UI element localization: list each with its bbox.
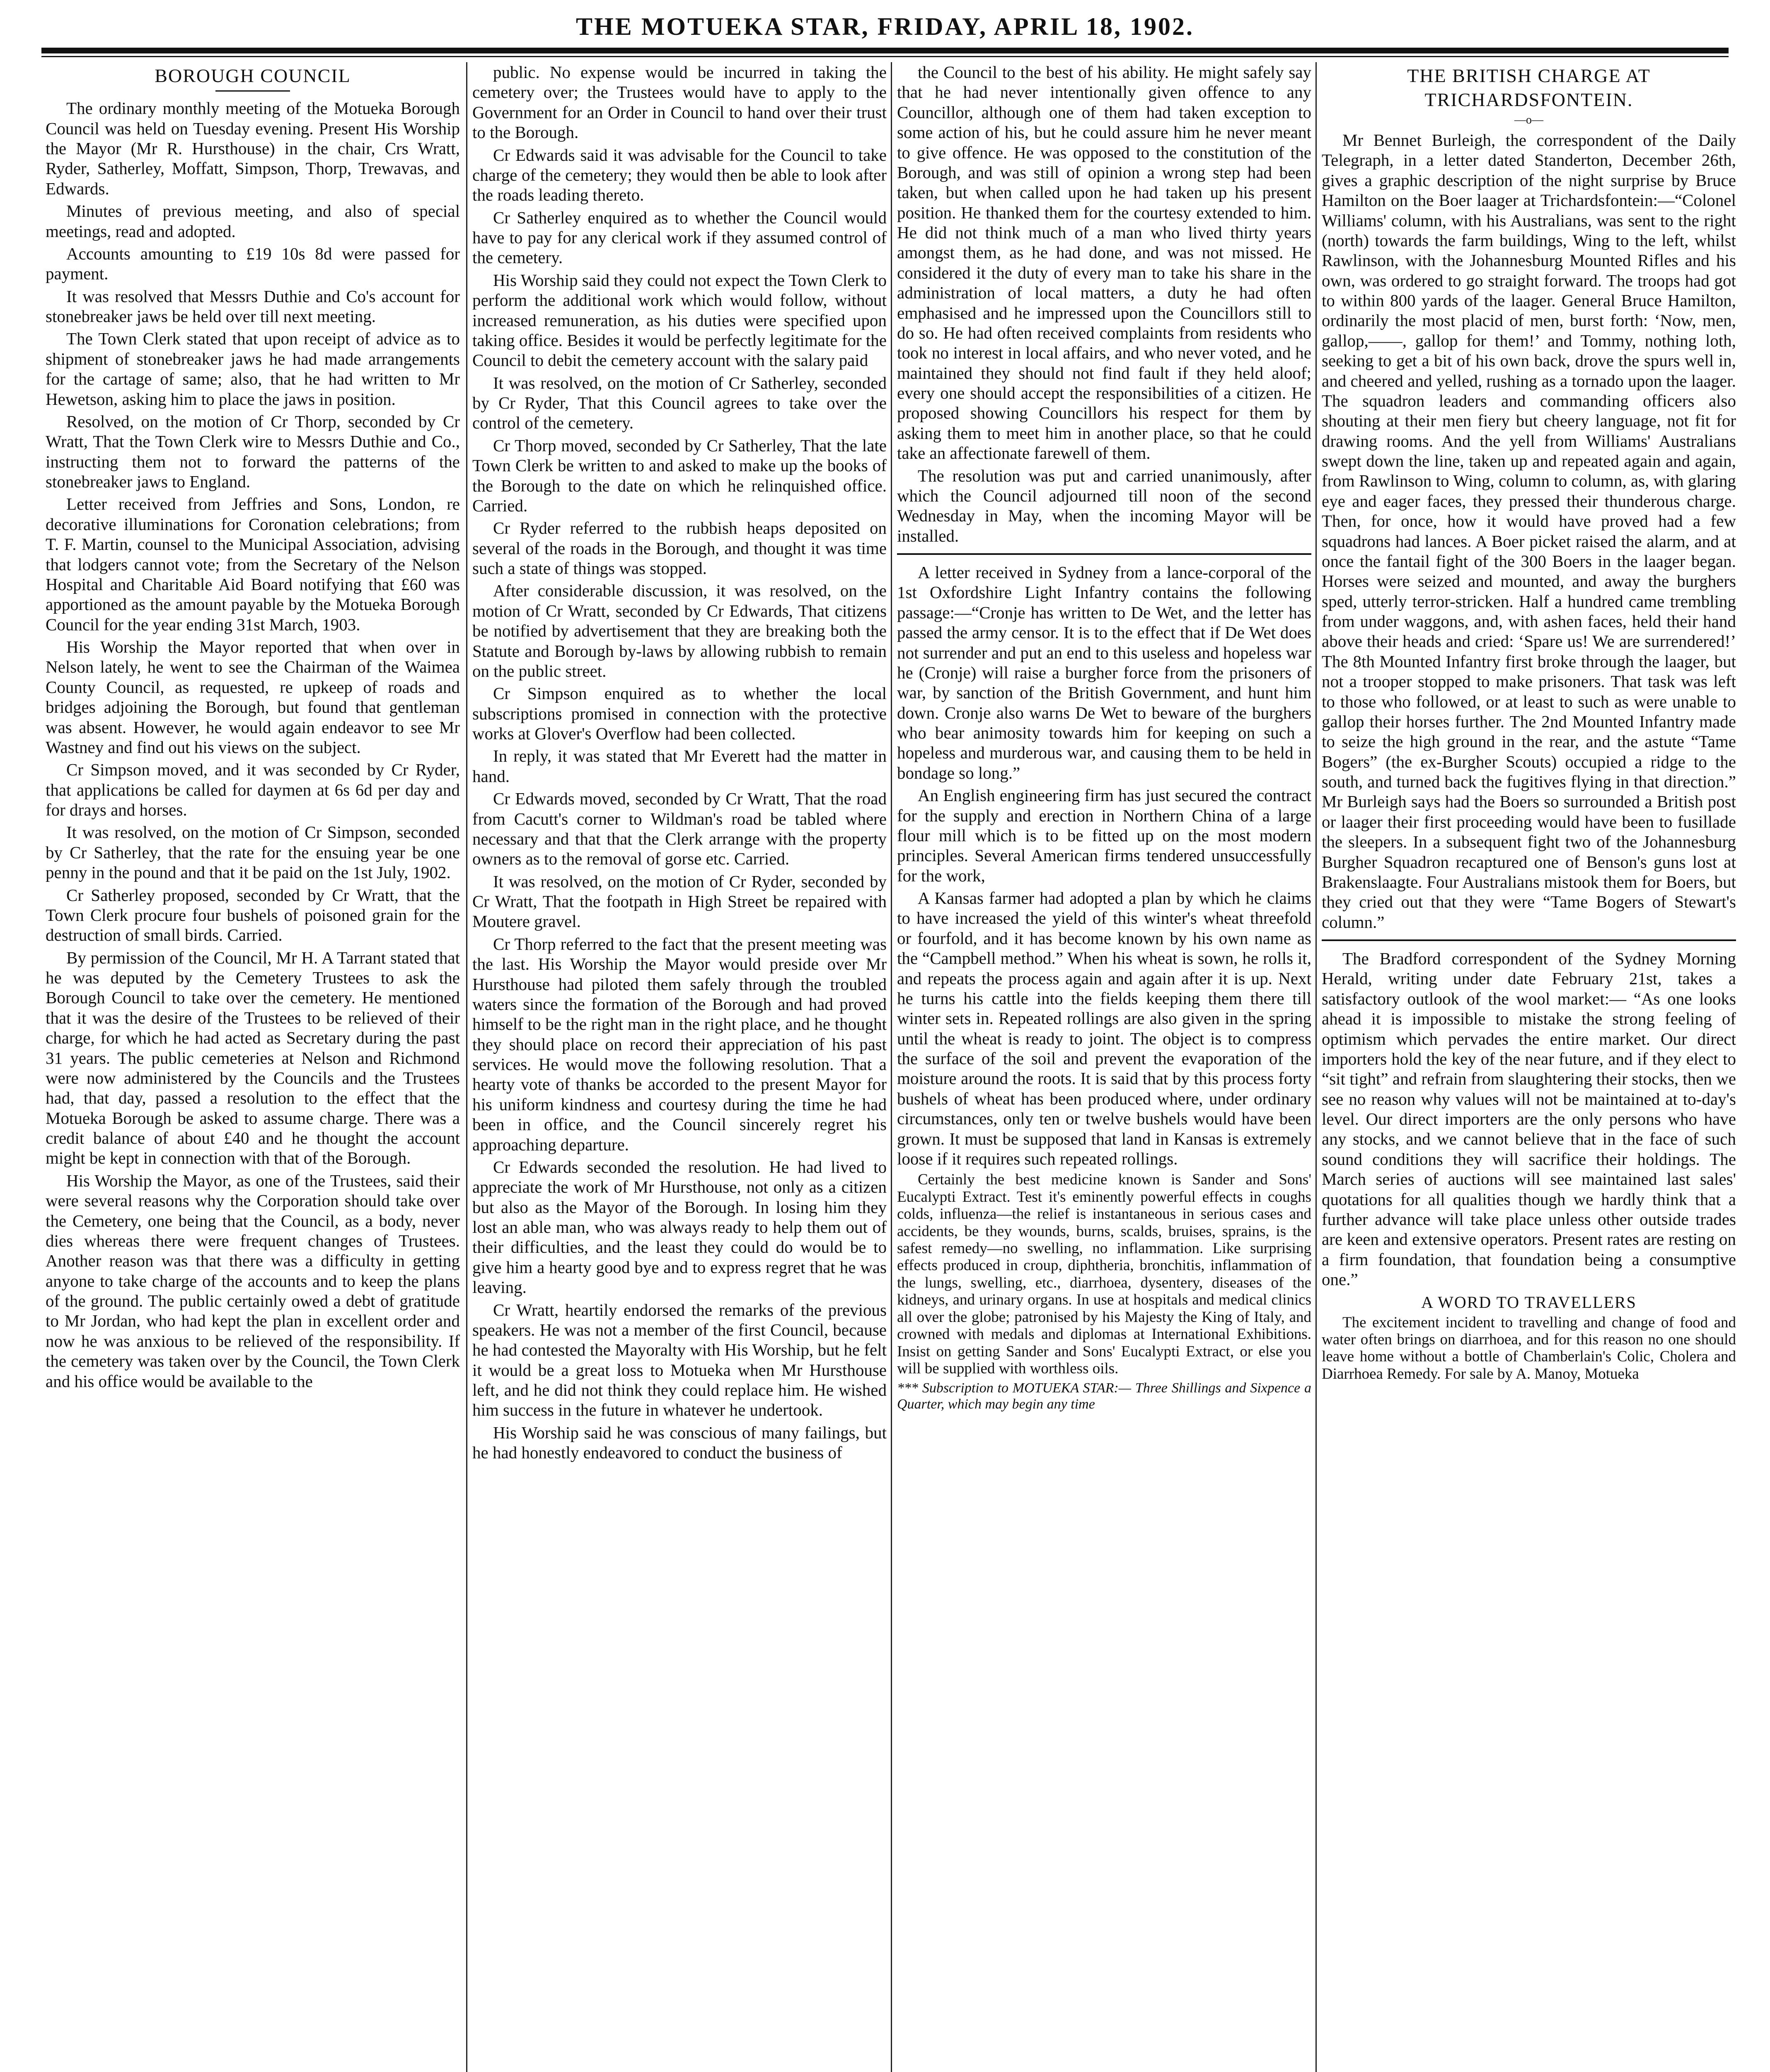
paragraph: His Worship the Mayor reported that when over in Nelson lately, he went to see the Chairman of the Waimea County Council, as requested, re upkeep of roads and bridges adjoining the Borough, but found that gentleman was absent. However, he would again endeavor to see Mr Wastney and find out his views on the subject. bbox=[46, 637, 460, 757]
paragraph: Cr Wratt, heartily endorsed the remarks of the previous speakers. He was not a member of the first Council, because he had contested the Mayoralty with His Worship, but he felt it would be a great loss to Motueka when Mr Hursthouse left, and he did not think they could replace him. He wished him success in the future in whatever he undertook. bbox=[472, 1300, 887, 1420]
paragraph: Mr Bennet Burleigh, the correspondent of the Daily Telegraph, in a letter dated Standerton, December 26th, gives a graphic description of the night surprise by Bruce Hamilton on the Boer laager at Trichardsfontein:—“Colonel Williams' column, with his Australians, was sent to the right (north) towards the farm buildings, Wing to the left, whilst Rawlinson, with the Johannesburg Mounted Rifles and his own, was ordered to go straight forward. The troops had got to within 800 yards of the laager. General Bruce Hamilton, ordinarily the most placid of men, burst forth: ‘Now, men, gallop,——, gallop for them!’ and Tommy, nothing loth, seeking to get a bit of his own back, drove the spurs well in, and cheered and yelled, rushing as a tornado upon the laager. The squadron leaders and commanding officers also shouting at their men fiery but cheery language, not fit for drawing rooms. And the yell from Williams' Australians swept down the line, taken up and repeated again and again, from Rawlinson to Wing, column to column, as, with glaring eye and eager faces, they pressed their thunderous charge. Then, for once, how it would have proved had a few squadrons had lances. A Boer picket raised the alarm, and at once the fantail fight of the 300 Boers in the laager began. Horses were seized and mounted, and away the burghers sped, utterly terror-stricken. Half a hundred came trembling from under waggons, and, with ashen faces, held their hand above their heads and cried: ‘Spare us! We are surrendered!’ The 8th Mounted Infantry first broke through the laager, but not a trooper stopped to make prisoners. That task was left to those who followed, or at least to such as were unable to gallop their horses further. The 2nd Mounted Infantry made to seize the high ground in the rear, and the astute “Tame Bogers” (the ex-Burgher Scouts) occupied a ridge to the south, and turned back the fugitives flying in that direction.” Mr Burleigh says had the Boers so surrounded a British post or laager their first proceeding would have been to fusillade the sleepers. In a subsequent fight two of the Johannesburg Burgher Squadron recaptured one of Benson's guns lost at Brakenslaagte. Four Australians mistook them for Boers, but they cried out that they were “Tame Bogers of Stewart's column.” bbox=[1322, 131, 1736, 932]
column-3 bbox=[897, 62, 1311, 2072]
paragraph: The ordinary monthly meeting of the Motueka Borough Council was held on Tuesday evening. Present His Worship the Mayor (Mr R. Hursthouse) in the chair, Crs Wratt, Ryder, Satherley, Moffatt, Simpson, Thorp, Trewavas, and Edwards. bbox=[46, 99, 460, 198]
column-rule bbox=[1315, 62, 1317, 2072]
paragraph: The Town Clerk stated that upon receipt of advice as to shipment of stonebreaker jaws he had made arrangements for the cartage of same; also, that he had written to Mr Hewetson, asking him to place the jaws in position. bbox=[46, 329, 460, 409]
paragraph: It was resolved, on the motion of Cr Ryder, seconded by Cr Wratt, That the footpath in High Street be repaired with Moutere gravel. bbox=[472, 871, 887, 931]
paragraph: Letter received from Jeffries and Sons, London, re decorative illuminations for Coronation celebrations; from T. F. Martin, counsel to the Municipal Association, advising that lodgers cannot vote; from the Secretary of the Nelson Hospital and Charitable Aid Board notifying that £60 was apportioned as the amount payable by the Motueka Borough Council for the year ending 31st March, 1903. bbox=[46, 494, 460, 634]
heading-ornament: —o— bbox=[1514, 114, 1543, 126]
paragraph: It was resolved that Messrs Duthie and Co's account for stonebreaker jaws be held over till next meeting. bbox=[46, 286, 460, 326]
column-rule bbox=[891, 62, 892, 2072]
masthead-rule-thin bbox=[41, 56, 1729, 57]
paragraph: Cr Simpson moved, and it was seconded by Cr Ryder, that applications be called for daymen at 6s 6d per day and for drays and horses. bbox=[46, 760, 460, 820]
paragraph: His Worship said he was conscious of many failings, but he had honestly endeavored to conduct the business of bbox=[472, 1423, 887, 1462]
paragraph: Cr Edwards said it was advisable for the Council to take charge of the cemetery; they would then be able to look after the roads leading thereto. bbox=[472, 145, 887, 205]
paragraph: Cr Edwards seconded the resolution. He had lived to appreciate the work of Mr Hursthouse, not only as a citizen but also as the Mayor of the Borough. In losing him they lost an able man, who was always ready to help them out of their difficulties, and the least they could do would be to give him a hearty good bye and to express regret that he was leaving. bbox=[472, 1157, 887, 1297]
col3-body-b bbox=[897, 562, 1311, 1169]
paragraph: It was resolved, on the motion of Cr Satherley, seconded by Cr Ryder, That this Council agrees to take over the control of the cemetery. bbox=[472, 373, 887, 433]
masthead-rule bbox=[41, 48, 1729, 53]
column-4 bbox=[1322, 62, 1736, 2072]
paragraph: public. No expense would be incurred in taking the cemetery over; the Trustees would have to apply to the Government for an Order in Council to hand over their trust to the Borough. bbox=[472, 63, 887, 142]
col3-body bbox=[897, 62, 1311, 546]
paragraph: By permission of the Council, Mr H. A Tarrant stated that he was deputed by the Cemetery Trustees to ask the Borough Council to take over the cemetery. He mentioned that it was the desire of the Trustees to be relieved of their charge, for which he had acted as Secretary during the past 31 years. The public cemeteries at Nelson and Richmond were now administered by the Councils and the Trustees had, that day, passed a resolution to the effect that the Motueka Borough be asked to assume charge. There was a credit balance of about £40 and he thought the account might be kept in connection with that of the Borough. bbox=[46, 948, 460, 1168]
col1-body bbox=[46, 98, 460, 1391]
paragraph: In reply, it was stated that Mr Everett had the matter in hand. bbox=[472, 746, 887, 786]
paragraph: Cr Satherley proposed, seconded by Cr Wratt, that the Town Clerk procure four bushels of poisoned grain for the destruction of small birds. Carried. bbox=[46, 885, 460, 945]
article-divider bbox=[897, 553, 1311, 555]
paragraph: Cr Thorp referred to the fact that the present meeting was the last. His Worship the Mayor would preside over Mr Hursthouse had piloted them safely through the troubled waters since the formation of the Borough and had proved himself to be the right man in the right place, and he thought they should place on record their appreciation of his past services. He would move the following resolution. That a hearty vote of thanks be accorded to the present Mayor for his uniform kindness and courtesy during the time he had been in office, and the Council sincerely regret his approaching departure. bbox=[472, 934, 887, 1154]
column-1 bbox=[46, 62, 460, 2072]
paragraph: Accounts amounting to £19 10s 8d were passed for payment. bbox=[46, 244, 460, 283]
masthead: THE MOTUEKA STAR, FRIDAY, APRIL 18, 1902. bbox=[575, 13, 1195, 40]
paragraph: The resolution was put and carried unanimously, after which the Council adjourned till noon of the second Wednesday in May, when the incoming Mayor will be installed. bbox=[897, 466, 1311, 545]
paragraph: Minutes of previous meeting, and also of special meetings, read and adopted. bbox=[46, 201, 460, 241]
travellers-advert: The excitement incident to travelling and change of food and water often brings on diarrhoea, and for this reason no one should leave home without a bottle of Chamberlain's Colic, Cholera and Diarrhoea Remedy. For sale by A. Manoy, Motueka bbox=[1322, 1314, 1736, 1382]
col2-body bbox=[472, 62, 887, 1463]
paragraph: Cr Simpson enquired as to whether the local subscriptions promised in connection with the protective works at Glover's Overflow had been collected. bbox=[472, 684, 887, 743]
paragraph: A Kansas farmer had adopted a plan by which he claims to have increased the yield of this winter's wheat threefold or fourfold, and it has become known by his own name as the “Campbell method.” When his wheat is sown, he rolls it, and repeats the process again and again after it is up. Next he turns his cattle into the fields keeping them there till winter sets in. Repeated rollings are also given in the spring until the wheat is ready to joint. The object is to compress the surface of the soil and prevent the evaporation of the moisture around the roots. It is said that by this process forty bushels of wheat has been produced where, under ordinary circumstances, only ten or twelve bushels would have been grown. It must be supposed that land in Kansas is extremely loose if it requires such repeated rollings. bbox=[897, 888, 1311, 1168]
article-heading-borough-council: BOROUGH COUNCIL bbox=[155, 65, 351, 86]
paragraph: An English engineering firm has just secured the contract for the supply and erection in Northern China of a large flour mill which is to be fitted up on the most modern principles. Several American firms tendered unsuccessfully for the work, bbox=[897, 786, 1311, 885]
paragraph: Resolved, on the motion of Cr Thorp, seconded by Cr Wratt, That the Town Clerk wire to Messrs Duthie and Co., instructing them not to forward the patterns of the stonebreaker jaws to England. bbox=[46, 411, 460, 491]
paragraph: the Council to the best of his ability. He might safely say that he had never intentionally given offence to any Councillor, although one of them had taken exception to some action of his, but he could assure him he never meant to give offence. He was opposed to the constitution of the Borough, and was still of opinion a wrong step had been taken, but when called upon he had taken up his present position. He thanked them for the courtesy extended to him. He did not think much of a man who lived thirty years amongst them, as he had done, and was not missed. He considered it the duty of every man to take his share in the administration of local matters, a duty he had often emphasised and he impressed upon the Councillors still to do so. He had often received complaints from residents who took no interest in local affairs, and who never voted, and he maintained they should not find fault if they held aloof; every one should accept the responsibilities of a citizen. He proposed showing Councillors his respect for them by asking them to meet him in another place, so that he could take an affectionate farewell of them. bbox=[897, 63, 1311, 463]
heading-rule bbox=[215, 90, 290, 92]
col4-body bbox=[1322, 130, 1736, 932]
paragraph: The Bradford correspondent of the Sydney Morning Herald, writing under date February 21st, takes a satisfactory outlook of the wool market:— “As one looks ahead it is impossible to mistake the strong feeling of optimism which pervades the entire market. Our direct importers hold the key of the near future, and if they elect to “sit tight” and refrain from slaughtering their stocks, then we see no reason why values will not be maintained at to-day's level. Our direct importers are the only persons who have any stocks, and we cannot believe that in the face of such sound conditions they will sacrifice their holdings. The March series of auctions will see maintained last sales' quotations for all qualities though we hardly think that a further advance will take place unless other outside trades are keen and extensive operators. Present rates are resting on a firm foundation, that foundation being a consumptive one.” bbox=[1322, 949, 1736, 1289]
article-heading-travellers: A WORD TO TRAVELLERS bbox=[1421, 1293, 1637, 1312]
paragraph: Cr Ryder referred to the rubbish heaps deposited on several of the roads in the Borough, and thought it was time such a state of things was stopped. bbox=[472, 518, 887, 578]
paragraph: It was resolved, on the motion of Cr Simpson, seconded by Cr Satherley, that the rate for the ensuing year be one penny in the pound and that it be paid on the 1st July, 1902. bbox=[46, 823, 460, 882]
eucalypti-advert: Certainly the best medicine known is Sander and Sons' Eucalypti Extract. Test it's eminently powerful effects in coughs colds, influenza—the relief is instantaneous in serious cases and accidents, be they wounds, burns, scalds, bruises, sprains, is the safest remedy—no swelling, no inflammation. Like surprising effects produced in croup, diphtheria, bronchitis, inflammation of the lungs, swelling, etc., diarrhoea, dysentery, diseases of the kidneys, and urinary organs. In use at hospitals and medical clinics all over the globe; patronised by his Majesty the King of Italy, and crowned with medals and diplomas at International Exhibitions. Insist on getting Sander and Sons' Eucalypti Extract, or else you will be supplied with worthless oils. bbox=[897, 1171, 1311, 1377]
article-divider bbox=[1322, 939, 1736, 941]
paragraph: His Worship the Mayor, as one of the Trustees, said their were several reasons why the Corporation should take over the Cemetery, one being that the Council, as a body, never dies whereas there were frequent changes of Trustees. Another reason was that there was a difficulty in getting anyone to take charge of the accounts and to keep the plans of the ground. The public certainly owed a debt of gratitude to Mr Jordan, who had kept the plan in excellent order and now he was anxious to be relieved of the responsibility. If the cemetery was taken over by the Council, the Town Clerk and his office would be available to the bbox=[46, 1171, 460, 1391]
paragraph: Cr Satherley enquired as to whether the Council would have to pay for any clerical work if they assumed control of the cemetery. bbox=[472, 208, 887, 267]
paragraph: Cr Thorp moved, seconded by Cr Satherley, That the late Town Clerk be written to and asked to make up the books of the Borough to the date on which he relinquished office. Carried. bbox=[472, 436, 887, 515]
paragraph: His Worship said they could not expect the Town Clerk to perform the additional work which would follow, without increased remuneration, as his duties were specified upon taking office. Besides it would be perfectly legitimate for the Council to debit the cemetery account with the salary paid bbox=[472, 270, 887, 370]
column-2 bbox=[472, 62, 887, 2072]
article-heading-british-charge: THE BRITISH CHARGE AT TRICHARDSFONTEIN. bbox=[1407, 65, 1651, 110]
column-rule bbox=[466, 62, 467, 2072]
subscription-note: *** Subscription to MOTUEKA STAR:— Three Shillings and Sixpence a Quarter, which may begin any time bbox=[897, 1380, 1311, 1412]
col4-body-b bbox=[1322, 949, 1736, 1289]
paragraph: After considerable discussion, it was resolved, on the motion of Cr Wratt, seconded by Cr Edwards, That citizens be notified by advertisement that they are breaking both the Statute and Borough by-laws by allowing rubbish to remain on the public street. bbox=[472, 581, 887, 680]
paragraph: Cr Edwards moved, seconded by Cr Wratt, That the road from Cacutt's corner to Wildman's road be tabled where necessary and that that the Clerk arrange with the property owners as to the removal of gorse etc. Carried. bbox=[472, 789, 887, 869]
paragraph: A letter received in Sydney from a lance-corporal of the 1st Oxfordshire Light Infantry contains the following passage:—“Cronje has written to De Wet, and the letter has passed the army censor. It is to the effect that if De Wet does not surrender and put an end to this useless and hopeless war he (Cronje) will raise a burgher force from the prisoners of war, by sanction of the British Government, and hunt him down. Cronje also warns De Wet to beware of the burghers who bear animosity towards him for keeping on such a hopeless and murderous war, and causing them to be held in bondage so long.” bbox=[897, 563, 1311, 782]
